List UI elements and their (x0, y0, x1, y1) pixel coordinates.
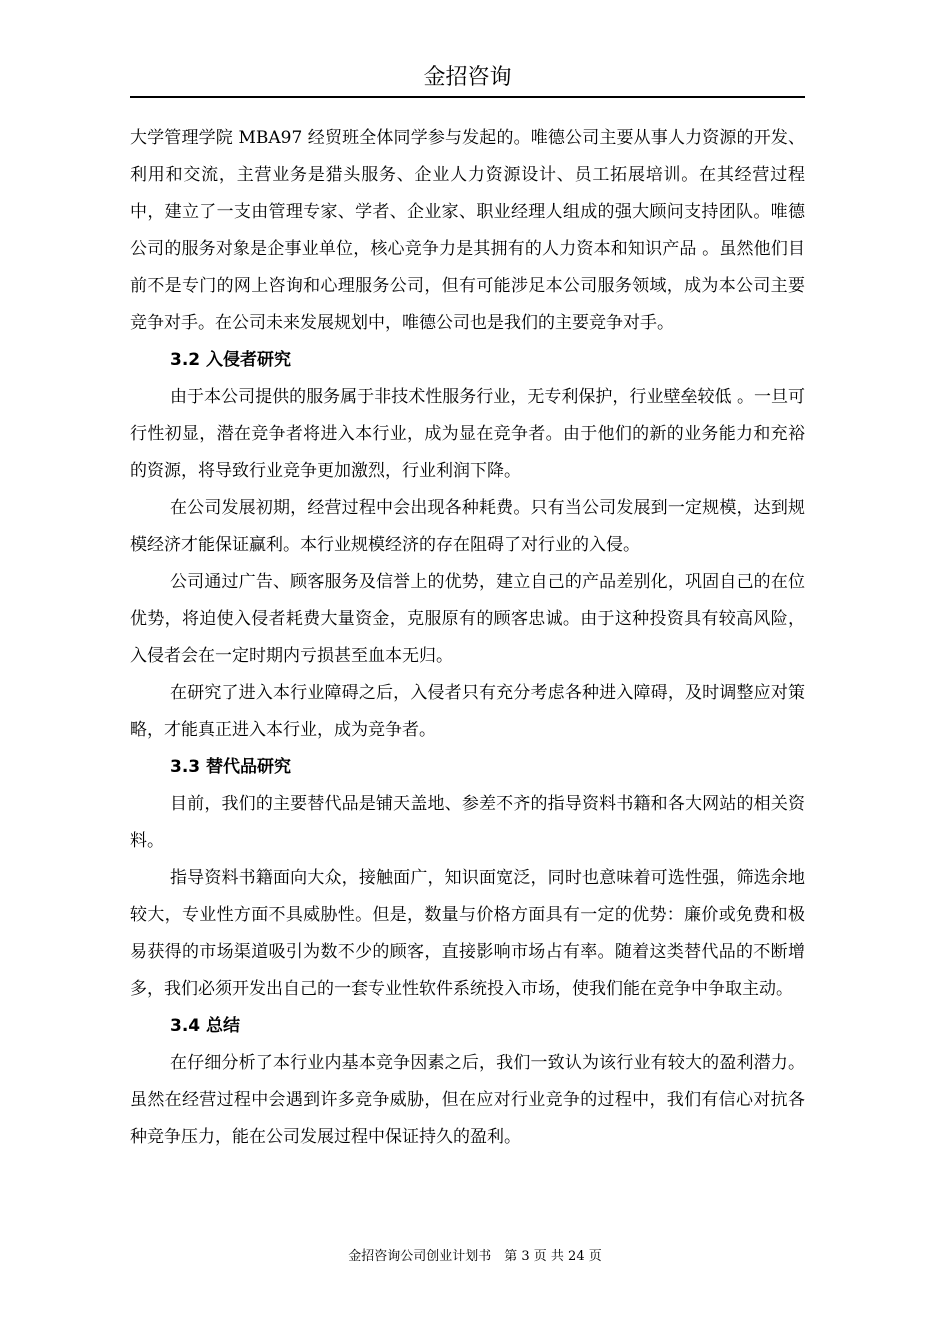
paragraph: 公司通过广告、顾客服务及信誉上的优势，建立自己的产品差别化，巩固自己的在位优势，将迫使入侵者耗费大量资金，克服原有的顾客忠诚。由于这种投资具有较高风险，入侵者会在一定时期内亏损甚至血本无归。 (130, 572, 805, 666)
page-header (130, 60, 805, 98)
paragraph: 由于本公司提供的服务属于非技术性服务行业，无专利保护，行业壁垒较低 。一旦可行性初显，潜在竞争者将进入本行业，成为显在竞争者。由于他们的新的业务能力和充裕的资源，将导致行业竞争更加激烈，行业利润下降。 (130, 387, 805, 481)
paragraph: 在公司发展初期，经营过程中会出现各种耗费。只有当公司发展到一定规模，达到规模经济才能保证赢利。本行业规模经济的存在阻碍了对行业的入侵。 (130, 498, 805, 555)
document-body (130, 120, 805, 1156)
paragraph: 指导资料书籍面向大众，接触面广，知识面宽泛，同时也意味着可选性强，筛选余地较大，专业性方面不具威胁性。但是，数量与价格方面具有一定的优势：廉价或免费和极易获得的市场渠道吸引为数不少的顾客，直接影响市场占有率。随着这类替代品的不断增多，我们必须开发出自己的一套专业性软件系统投入市场，使我们能在竞争中争取主动。 (130, 868, 805, 999)
header-title: 金招咨询 (423, 65, 512, 90)
paragraph: 在研究了进入本行业障碍之后，入侵者只有充分考虑各种进入障碍，及时调整应对策略，才能真正进入本行业，成为竞争者。 (130, 683, 805, 740)
paragraph-intro: 大学管理学院 MBA97 经贸班全体同学参与发起的。唯德公司主要从事人力资源的开发、利用和交流，主营业务是猎头服务、企业人力资源设计、员工拓展培训。在其经营过程中，建立了一支由管理专家、学者、企业家、职业经理人组成的强大顾问支持团队。唯德公司的服务对象是企事业单位，核心竞争力是其拥有的人力资本和知识产品 。虽然他们目前不是专门的网上咨询和心理服务公司，但有可能涉足本公司服务领域，成为本公司主要竞争对手。在公司未来发展规划中，唯德公司也是我们的主要竞争对手。 (130, 128, 805, 333)
paragraph: 在仔细分析了本行业内基本竞争因素之后，我们一致认为该行业有较大的盈利潜力。虽然在经营过程中会遇到许多竞争威胁，但在应对行业竞争的过程中，我们有信心对抗各种竞争压力，能在公司发展过程中保证持久的盈利。 (130, 1053, 805, 1147)
section-heading-3-2: 3.2 入侵者研究 (170, 350, 292, 370)
page-footer (0, 1247, 950, 1267)
section-heading-3-4: 3.4 总结 (170, 1016, 241, 1036)
section-heading-3-3: 3.3 替代品研究 (170, 757, 292, 777)
paragraph: 目前，我们的主要替代品是铺天盖地、参差不齐的指导资料书籍和各大网站的相关资料。 (130, 794, 805, 851)
footer-text: 金招咨询公司创业计划书 第 3 页 共 24 页 (348, 1249, 602, 1264)
